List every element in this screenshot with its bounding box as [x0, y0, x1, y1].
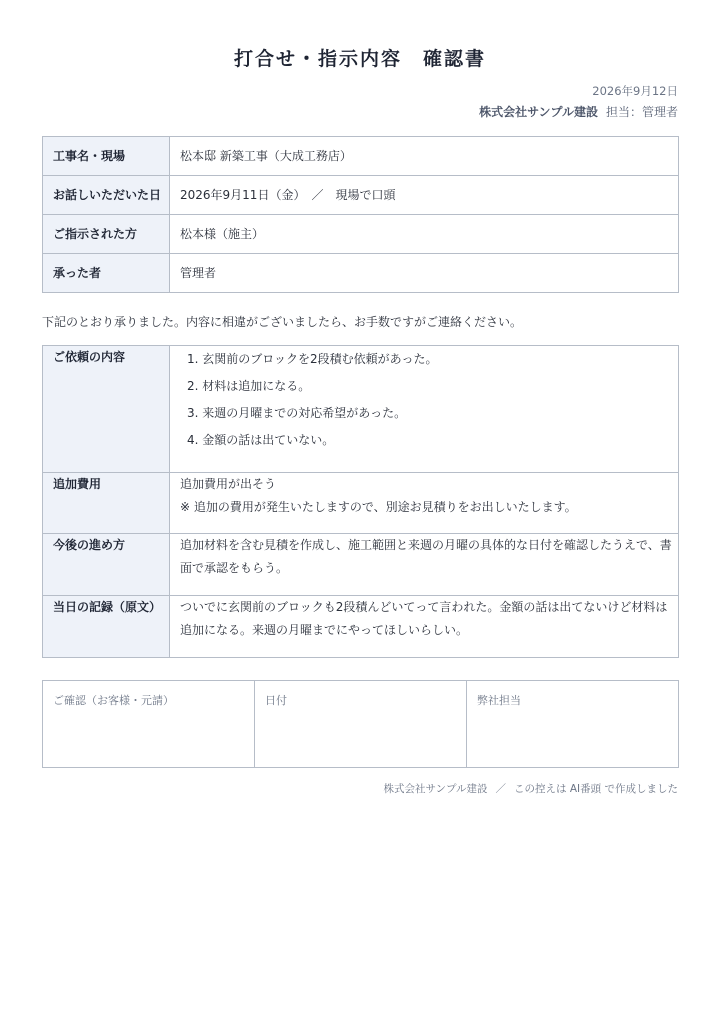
- request-row: [43, 346, 679, 473]
- request-label: ご依頼の内容: [43, 346, 170, 473]
- request-list: [187, 346, 678, 454]
- additional-cost-label: 追加費用: [43, 473, 170, 534]
- additional-cost-line2: ※ 追加の費用が発生いたしますので、別途お見積りをお出しいたします。: [180, 500, 577, 514]
- details-table: [42, 345, 679, 658]
- list-item: 2. 材料は追加になる。: [187, 379, 311, 393]
- additional-cost-line1: 追加費用が出そう: [180, 477, 277, 491]
- footer-separator: ／: [495, 783, 507, 795]
- info-label: ご指示された方: [43, 215, 170, 254]
- list-item: 4. 金額の話は出ていない。: [187, 433, 335, 447]
- signature-box-client[interactable]: ご確認（お客様・元請）: [43, 681, 255, 768]
- original-record-label: 当日の記録（原文）: [43, 596, 170, 658]
- signature-table: [42, 680, 679, 768]
- list-item: 3. 来週の月曜までの対応希望があった。: [187, 406, 407, 420]
- info-row-date: [43, 176, 679, 215]
- info-label: お話しいただいた日: [43, 176, 170, 215]
- next-steps-value: 追加材料を含む見積を作成し、施工範囲と来週の月曜の具体的な日付を確認したうえで、書面で承認をもらう。: [170, 534, 679, 596]
- original-record-row: [43, 596, 679, 658]
- person-in-charge: 担当：管理者: [605, 105, 678, 119]
- signature-box-date[interactable]: 日付: [255, 681, 467, 768]
- info-value: 管理者: [170, 254, 679, 293]
- info-row-instructor: [43, 215, 679, 254]
- request-value: [170, 346, 679, 473]
- document-title: 打合せ・指示内容 確認書: [233, 48, 486, 70]
- footer-company: 株式会社サンプル建設: [383, 783, 488, 795]
- signature-box-staff[interactable]: 弊社担当: [467, 681, 679, 768]
- next-steps-row: [43, 534, 679, 596]
- info-table: [42, 136, 679, 293]
- info-value: 松本様（施主）: [170, 215, 679, 254]
- info-value: 2026年9月11日（金） ／ 現場で口頭: [170, 176, 679, 215]
- company-line: [479, 103, 678, 120]
- additional-cost-row: [43, 473, 679, 534]
- next-steps-label: 今後の進め方: [43, 534, 170, 596]
- company-name: 株式会社サンプル建設: [479, 105, 598, 119]
- original-record-value: ついでに玄関前のブロックも2段積んどいてって言われた。金額の話は出てないけど材料は追加になる。来週の月曜までにやってほしいらしい。: [170, 596, 679, 658]
- info-label: 承った者: [43, 254, 170, 293]
- footer: [383, 781, 678, 796]
- info-row-receiver: [43, 254, 679, 293]
- info-label: 工事名・現場: [43, 137, 170, 176]
- document-date: 2026年9月12日: [592, 84, 678, 98]
- list-item: 1. 玄関前のブロックを2段積む依頼があった。: [187, 352, 438, 366]
- confirmation-note: 下記のとおり承りました。内容に相違がございましたら、お手数ですがご連絡ください。: [42, 315, 523, 329]
- info-value: 松本邸 新築工事（大成工務店）: [170, 137, 679, 176]
- info-row-project: [43, 137, 679, 176]
- additional-cost-value: [170, 473, 679, 534]
- footer-note: この控えは AI番頭 で作成しました: [514, 783, 678, 795]
